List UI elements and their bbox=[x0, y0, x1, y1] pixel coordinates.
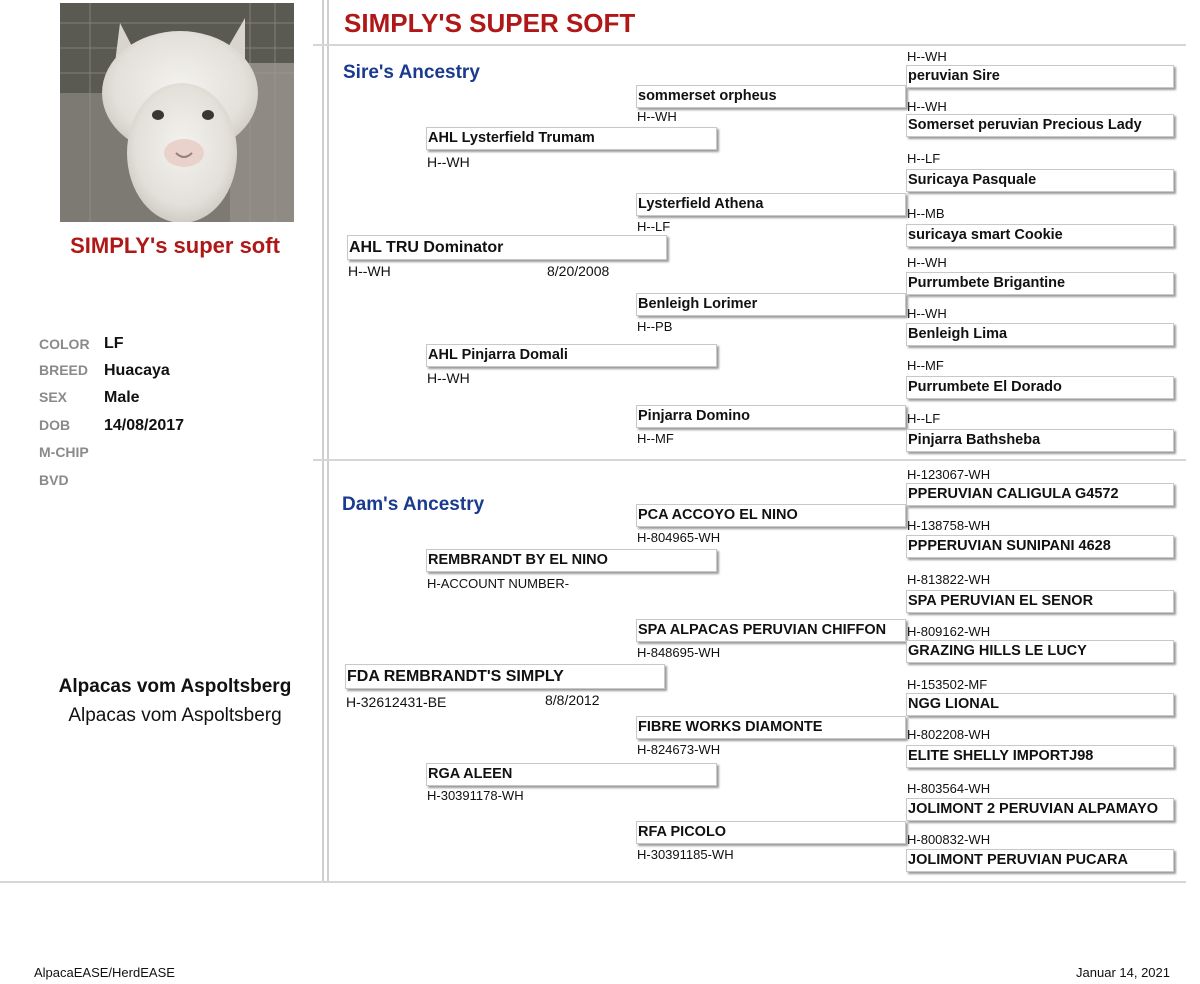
dob-label: DOB bbox=[39, 417, 71, 433]
dam-gggp-7: JOLIMONT 2 PERUVIAN ALPAMAYO bbox=[906, 798, 1174, 821]
dam-gggp-2: PPPERUVIAN SUNIPANI 4628 bbox=[906, 535, 1174, 558]
sire-gggp-2-reg: H--WH bbox=[907, 99, 947, 114]
sex-value: Male bbox=[104, 389, 140, 406]
divider-vertical-2 bbox=[327, 0, 329, 882]
dam-great-grandparent-2-reg: H-848695-WH bbox=[637, 645, 721, 660]
farm-name: Alpacas vom Aspoltsberg bbox=[68, 705, 282, 726]
farm-name-bold: Alpacas vom Aspoltsberg bbox=[58, 676, 292, 697]
dam-gggp-5-reg: H-153502-MF bbox=[907, 677, 988, 692]
sire-gggp-7: Purrumbete El Dorado bbox=[906, 376, 1174, 399]
dam-gggp-1-reg: H-123067-WH bbox=[907, 467, 991, 482]
dam-gggp-4-reg: H-809162-WH bbox=[907, 624, 991, 639]
bvd-label: BVD bbox=[39, 472, 69, 488]
sire-gggp-8-reg: H--LF bbox=[907, 411, 941, 426]
breed-label: BREED bbox=[39, 362, 89, 378]
dam-great-grandparent-1-reg: H-804965-WH bbox=[637, 530, 721, 545]
divider-vertical-1 bbox=[322, 0, 324, 882]
dob-value: 14/08/2017 bbox=[104, 417, 185, 434]
sire-grandparent-2-reg: H--WH bbox=[427, 370, 470, 386]
sire-great-grandparent-4: Pinjarra Domino bbox=[636, 405, 906, 428]
dam-gggp-3-reg: H-813822-WH bbox=[907, 572, 991, 587]
sire-great-grandparent-3: Benleigh Lorimer bbox=[636, 293, 906, 316]
dam-grandparent-1-reg: H-ACCOUNT NUMBER- bbox=[427, 576, 570, 591]
sire-gggp-6-reg: H--WH bbox=[907, 306, 947, 321]
dam-great-grandparent-1: PCA ACCOYO EL NINO bbox=[636, 504, 906, 527]
dam-grandparent-1: REMBRANDT BY EL NINO bbox=[426, 549, 717, 572]
dam-gggp-2-reg: H-138758-WH bbox=[907, 518, 991, 533]
dam-gggp-6-reg: H-802208-WH bbox=[907, 727, 991, 742]
sire-gggp-3: Suricaya Pasquale bbox=[906, 169, 1174, 192]
divider-sections bbox=[313, 459, 1186, 461]
dam-great-grandparent-4: RFA PICOLO bbox=[636, 821, 906, 844]
sire-gggp-2: Somerset peruvian Precious Lady bbox=[906, 114, 1174, 137]
dam-great-grandparent-3-reg: H-824673-WH bbox=[637, 742, 721, 757]
mchip-label: M-CHIP bbox=[39, 444, 89, 460]
sire-gggp-4: suricaya smart Cookie bbox=[906, 224, 1174, 247]
sire-great-grandparent-4-reg: H--MF bbox=[637, 431, 674, 446]
sire-grandparent-2: AHL Pinjarra Domali bbox=[426, 344, 717, 367]
sire-great-grandparent-1-reg: H--WH bbox=[637, 109, 677, 124]
alpaca-photo-image bbox=[60, 3, 294, 222]
sire-gggp-1: peruvian Sire bbox=[906, 65, 1174, 88]
dam-gggp-5: NGG LIONAL bbox=[906, 693, 1174, 716]
dam-great-grandparent-2: SPA ALPACAS PERUVIAN CHIFFON bbox=[636, 619, 906, 642]
sire-gggp-4-reg: H--MB bbox=[907, 206, 945, 221]
sire-gggp-8: Pinjarra Bathsheba bbox=[906, 429, 1174, 452]
dam-gggp-6: ELITE SHELLY IMPORTJ98 bbox=[906, 745, 1174, 768]
sire-grandparent-1-reg: H--WH bbox=[427, 154, 470, 170]
dam-gggp-3: SPA PERUVIAN EL SENOR bbox=[906, 590, 1174, 613]
color-label: COLOR bbox=[39, 336, 90, 352]
sire-gggp-1-reg: H--WH bbox=[907, 49, 947, 64]
dam-great-grandparent-3: FIBRE WORKS DIAMONTE bbox=[636, 716, 906, 739]
animal-name: SIMPLY's super soft bbox=[70, 233, 280, 258]
sire-date: 8/20/2008 bbox=[547, 263, 610, 279]
dam-reg: H-32612431-BE bbox=[346, 694, 447, 710]
dam-gggp-7-reg: H-803564-WH bbox=[907, 781, 991, 796]
breed-value: Huacaya bbox=[104, 362, 170, 379]
dam-gggp-8-reg: H-800832-WH bbox=[907, 832, 991, 847]
sire-great-grandparent-2: Lysterfield Athena bbox=[636, 193, 906, 216]
color-value: LF bbox=[104, 335, 124, 352]
sire-gggp-5: Purrumbete Brigantine bbox=[906, 272, 1174, 295]
divider-title bbox=[313, 44, 1186, 46]
sire-gggp-3-reg: H--LF bbox=[907, 151, 941, 166]
dam-ancestry-heading: Dam's Ancestry bbox=[342, 494, 485, 515]
sire-grandparent-1: AHL Lysterfield Trumam bbox=[426, 127, 717, 150]
sire-great-grandparent-1: sommerset orpheus bbox=[636, 85, 906, 108]
sire-reg: H--WH bbox=[348, 263, 391, 279]
alpaca-photo bbox=[60, 3, 294, 222]
sire-name: AHL TRU Dominator bbox=[347, 235, 667, 260]
dam-gggp-1: PPERUVIAN CALIGULA G4572 bbox=[906, 483, 1174, 506]
sire-gggp-6: Benleigh Lima bbox=[906, 323, 1174, 346]
dam-gggp-8: JOLIMONT PERUVIAN PUCARA bbox=[906, 849, 1174, 872]
sex-label: SEX bbox=[39, 389, 68, 405]
dam-grandparent-2-reg: H-30391178-WH bbox=[427, 788, 524, 803]
divider-footer bbox=[0, 881, 1186, 883]
dam-grandparent-2: RGA ALEEN bbox=[426, 763, 717, 786]
dam-date: 8/8/2012 bbox=[545, 692, 600, 708]
sire-gggp-5-reg: H--WH bbox=[907, 255, 947, 270]
footer-software: AlpacaEASE/HerdEASE bbox=[34, 965, 175, 980]
sire-great-grandparent-2-reg: H--LF bbox=[637, 219, 671, 234]
dam-great-grandparent-4-reg: H-30391185-WH bbox=[637, 847, 734, 862]
sire-great-grandparent-3-reg: H--PB bbox=[637, 319, 673, 334]
sire-gggp-7-reg: H--MF bbox=[907, 358, 944, 373]
sire-ancestry-heading: Sire's Ancestry bbox=[343, 62, 480, 83]
dam-gggp-4: GRAZING HILLS LE LUCY bbox=[906, 640, 1174, 663]
footer-date: Januar 14, 2021 bbox=[1076, 965, 1170, 980]
page-title: SIMPLY'S SUPER SOFT bbox=[344, 8, 636, 38]
dam-name: FDA REMBRANDT'S SIMPLY bbox=[345, 664, 665, 689]
